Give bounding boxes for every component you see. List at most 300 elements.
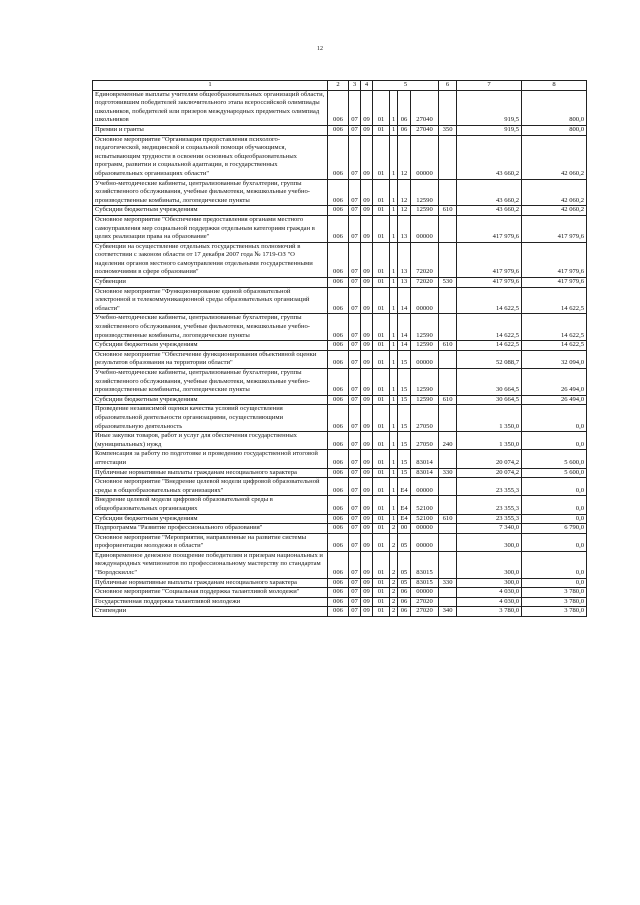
grbs-code: 006	[328, 90, 349, 125]
amount-col-7: 300,0	[457, 533, 522, 551]
target-code-direction: 27040	[411, 90, 439, 125]
table-row	[93, 135, 587, 179]
amount-col-7: 300,0	[457, 578, 522, 588]
target-code-event: 15	[398, 405, 411, 432]
target-code-event: 15	[398, 350, 411, 368]
subsection-code: 09	[361, 278, 373, 288]
section-code: 07	[349, 135, 361, 179]
amount-col-8: 0,0	[522, 533, 587, 551]
subsection-code: 09	[361, 514, 373, 524]
expense-type-code	[439, 597, 457, 607]
amount-col-8: 32 094,0	[522, 350, 587, 368]
grbs-code: 006	[328, 179, 349, 206]
target-code-program: 01	[373, 533, 390, 551]
table-row	[93, 551, 587, 578]
target-code-subprogram: 2	[390, 578, 398, 588]
row-name: Учебно-методические кабинеты, централизованные бухгалтерии, группы хозяйственного обслуживания, учебные фильмотеки, межшкольные учебно-производственные комбинаты, логопедические пункты	[93, 179, 328, 206]
amount-col-8: 14 622,5	[522, 341, 587, 351]
expense-type-code	[439, 478, 457, 496]
grbs-code: 006	[328, 278, 349, 288]
row-name: Субвенции	[93, 278, 328, 288]
subsection-code: 09	[361, 405, 373, 432]
amount-col-7: 14 622,5	[457, 287, 522, 314]
header-cell: 1	[93, 81, 328, 91]
grbs-code: 006	[328, 432, 349, 450]
subsection-code: 09	[361, 524, 373, 534]
section-code: 07	[349, 206, 361, 216]
amount-col-8: 0,0	[522, 405, 587, 432]
expense-type-code	[439, 524, 457, 534]
target-code-subprogram: 1	[390, 287, 398, 314]
target-code-subprogram: 2	[390, 524, 398, 534]
amount-col-8: 14 622,5	[522, 287, 587, 314]
table-row	[93, 496, 587, 514]
row-name: Публичные нормативные выплаты гражданам несоциального характера	[93, 578, 328, 588]
grbs-code: 006	[328, 350, 349, 368]
target-code-event: 15	[398, 450, 411, 468]
target-code-event: E4	[398, 478, 411, 496]
row-name: Подпрограмма "Развитие профессионального образования"	[93, 524, 328, 534]
subsection-code: 09	[361, 496, 373, 514]
target-code-direction: 27050	[411, 405, 439, 432]
subsection-code: 09	[361, 350, 373, 368]
grbs-code: 006	[328, 341, 349, 351]
target-code-direction: 27040	[411, 125, 439, 135]
subsection-code: 09	[361, 588, 373, 598]
expense-type-code: 330	[439, 468, 457, 478]
amount-col-7: 919,5	[457, 125, 522, 135]
target-code-event: 06	[398, 607, 411, 617]
amount-col-8: 3 780,0	[522, 607, 587, 617]
target-code-direction: 00000	[411, 287, 439, 314]
grbs-code: 006	[328, 287, 349, 314]
subsection-code: 09	[361, 287, 373, 314]
target-code-subprogram: 2	[390, 551, 398, 578]
amount-col-8: 14 622,5	[522, 314, 587, 341]
row-name: Внедрение целевой модели цифровой образовательной среды в общеобразовательных организациях	[93, 496, 328, 514]
header-cell: 8	[522, 81, 587, 91]
table-row	[93, 206, 587, 216]
subsection-code: 09	[361, 551, 373, 578]
grbs-code: 006	[328, 551, 349, 578]
target-code-subprogram: 1	[390, 125, 398, 135]
target-code-event: 13	[398, 242, 411, 277]
target-code-subprogram: 1	[390, 450, 398, 468]
expense-type-code	[439, 135, 457, 179]
grbs-code: 006	[328, 478, 349, 496]
section-code: 07	[349, 314, 361, 341]
table-row	[93, 242, 587, 277]
subsection-code: 09	[361, 478, 373, 496]
grbs-code: 006	[328, 597, 349, 607]
section-code: 07	[349, 588, 361, 598]
table-row	[93, 607, 587, 617]
section-code: 07	[349, 395, 361, 405]
expense-type-code	[439, 179, 457, 206]
row-name: Государственная поддержка талантливой молодежи	[93, 597, 328, 607]
target-code-program: 01	[373, 588, 390, 598]
amount-col-8: 0,0	[522, 514, 587, 524]
row-name: Премии и гранты	[93, 125, 328, 135]
target-code-direction: 72020	[411, 242, 439, 277]
expense-type-code: 530	[439, 278, 457, 288]
target-code-program: 01	[373, 551, 390, 578]
target-code-event: 15	[398, 432, 411, 450]
subsection-code: 09	[361, 179, 373, 206]
amount-col-7: 43 660,2	[457, 179, 522, 206]
subsection-code: 09	[361, 578, 373, 588]
table-row	[93, 90, 587, 125]
table-row	[93, 578, 587, 588]
target-code-program: 01	[373, 135, 390, 179]
table-row	[93, 524, 587, 534]
expense-type-code	[439, 242, 457, 277]
target-code-program: 01	[373, 287, 390, 314]
row-name: Субсидии бюджетным учреждениям	[93, 206, 328, 216]
target-code-direction: 72020	[411, 278, 439, 288]
amount-col-7: 23 355,3	[457, 514, 522, 524]
table-row	[93, 341, 587, 351]
subsection-code: 09	[361, 395, 373, 405]
grbs-code: 006	[328, 135, 349, 179]
target-code-direction: 12590	[411, 395, 439, 405]
target-code-subprogram: 1	[390, 432, 398, 450]
target-code-subprogram: 1	[390, 369, 398, 396]
section-code: 07	[349, 350, 361, 368]
table-row	[93, 533, 587, 551]
row-name: Основное мероприятие "Обеспечение функционирования объективной оценки результатов образования на территории области"	[93, 350, 328, 368]
target-code-subprogram: 1	[390, 405, 398, 432]
target-code-subprogram: 1	[390, 468, 398, 478]
table-row	[93, 588, 587, 598]
target-code-subprogram: 1	[390, 90, 398, 125]
expense-type-code	[439, 588, 457, 598]
target-code-direction: 00000	[411, 135, 439, 179]
row-name: Иные закупки товаров, работ и услуг для обеспечения государственных (муниципальных) нужд	[93, 432, 328, 450]
target-code-direction: 12590	[411, 206, 439, 216]
row-name: Единовременные выплаты учителям общеобразовательных организаций области, подготовившим победителей заключительного этапа всероссийской олимпиады школьников, победителей или призеров международных предметных олимпиад школьников	[93, 90, 328, 125]
amount-col-8: 0,0	[522, 478, 587, 496]
amount-col-7: 23 355,3	[457, 478, 522, 496]
amount-col-7: 417 979,6	[457, 242, 522, 277]
table-row	[93, 468, 587, 478]
subsection-code: 09	[361, 314, 373, 341]
section-code: 07	[349, 551, 361, 578]
header-cell: 6	[439, 81, 457, 91]
amount-col-7: 43 660,2	[457, 206, 522, 216]
grbs-code: 006	[328, 215, 349, 242]
target-code-event: 06	[398, 90, 411, 125]
amount-col-7: 20 074,2	[457, 468, 522, 478]
target-code-program: 01	[373, 206, 390, 216]
table-row	[93, 314, 587, 341]
grbs-code: 006	[328, 395, 349, 405]
grbs-code: 006	[328, 369, 349, 396]
section-code: 07	[349, 369, 361, 396]
target-code-event: 15	[398, 369, 411, 396]
target-code-subprogram: 1	[390, 514, 398, 524]
budget-table	[92, 80, 587, 617]
section-code: 07	[349, 125, 361, 135]
target-code-subprogram: 1	[390, 206, 398, 216]
header-row	[93, 81, 587, 91]
amount-col-8: 42 060,2	[522, 135, 587, 179]
grbs-code: 006	[328, 206, 349, 216]
target-code-program: 01	[373, 578, 390, 588]
section-code: 07	[349, 341, 361, 351]
target-code-program: 01	[373, 125, 390, 135]
amount-col-7: 417 979,6	[457, 215, 522, 242]
target-code-program: 01	[373, 314, 390, 341]
grbs-code: 006	[328, 524, 349, 534]
target-code-direction: 00000	[411, 524, 439, 534]
target-code-event: 06	[398, 588, 411, 598]
target-code-program: 01	[373, 514, 390, 524]
expense-type-code	[439, 533, 457, 551]
table-row	[93, 478, 587, 496]
target-code-event: 05	[398, 533, 411, 551]
amount-col-8: 417 979,6	[522, 278, 587, 288]
target-code-subprogram: 1	[390, 496, 398, 514]
target-code-subprogram: 1	[390, 350, 398, 368]
section-code: 07	[349, 597, 361, 607]
target-code-event: 00	[398, 524, 411, 534]
subsection-code: 09	[361, 369, 373, 396]
section-code: 07	[349, 468, 361, 478]
amount-col-8: 3 780,0	[522, 597, 587, 607]
row-name: Проведение независимой оценки качества условий осуществления образовательной деятельности организациями, осуществляющими образовательную деятельность	[93, 405, 328, 432]
expense-type-code: 610	[439, 341, 457, 351]
table-row	[93, 405, 587, 432]
amount-col-7: 23 355,3	[457, 496, 522, 514]
row-name: Основное мероприятие "Внедрение целевой модели цифровой образовательной среды в общеобразовательных организациях"	[93, 478, 328, 496]
target-code-event: 14	[398, 314, 411, 341]
target-code-subprogram: 1	[390, 341, 398, 351]
row-name: Стипендии	[93, 607, 328, 617]
amount-col-8: 0,0	[522, 496, 587, 514]
amount-col-7: 4 030,0	[457, 597, 522, 607]
target-code-event: 14	[398, 341, 411, 351]
table-row	[93, 597, 587, 607]
target-code-direction: 52100	[411, 514, 439, 524]
amount-col-8: 417 979,6	[522, 242, 587, 277]
amount-col-8: 800,0	[522, 90, 587, 125]
target-code-program: 01	[373, 524, 390, 534]
section-code: 07	[349, 607, 361, 617]
target-code-event: 06	[398, 597, 411, 607]
target-code-program: 01	[373, 395, 390, 405]
target-code-program: 01	[373, 341, 390, 351]
section-code: 07	[349, 478, 361, 496]
section-code: 07	[349, 524, 361, 534]
subsection-code: 09	[361, 242, 373, 277]
header-cell: 4	[361, 81, 373, 91]
expense-type-code: 240	[439, 432, 457, 450]
target-code-direction: 27020	[411, 607, 439, 617]
amount-col-7: 3 780,0	[457, 607, 522, 617]
expense-type-code	[439, 215, 457, 242]
amount-col-8: 0,0	[522, 551, 587, 578]
expense-type-code	[439, 496, 457, 514]
target-code-direction: 00000	[411, 533, 439, 551]
target-code-program: 01	[373, 242, 390, 277]
amount-col-8: 26 494,0	[522, 395, 587, 405]
subsection-code: 09	[361, 468, 373, 478]
target-code-program: 01	[373, 450, 390, 468]
target-code-event: 13	[398, 215, 411, 242]
grbs-code: 006	[328, 125, 349, 135]
target-code-program: 01	[373, 607, 390, 617]
subsection-code: 09	[361, 206, 373, 216]
section-code: 07	[349, 450, 361, 468]
subsection-code: 09	[361, 215, 373, 242]
target-code-event: 12	[398, 179, 411, 206]
row-name: Основное мероприятие "Организация предоставления психолого-педагогической, медицинской и социальной помощи обучающимся, испытывающим трудности в освоении основных общеобразовательных программ, развитии и социальной адаптации, в государственных образовательных организациях области"	[93, 135, 328, 179]
table-row	[93, 514, 587, 524]
amount-col-7: 7 340,0	[457, 524, 522, 534]
row-name: Учебно-методические кабинеты, централизованные бухгалтерии, группы хозяйственного обслуживания, учебные фильмотеки, межшкольные учебно-производственные комбинаты, логопедические пункты	[93, 369, 328, 396]
target-code-program: 01	[373, 478, 390, 496]
amount-col-8: 417 979,6	[522, 215, 587, 242]
subsection-code: 09	[361, 597, 373, 607]
table-row	[93, 395, 587, 405]
row-name: Основное мероприятие "Обеспечение предоставления органами местного самоуправления мер социальной поддержки отдельным категориям граждан в целях реализации права на образование"	[93, 215, 328, 242]
amount-col-8: 42 060,2	[522, 206, 587, 216]
target-code-program: 01	[373, 369, 390, 396]
subsection-code: 09	[361, 90, 373, 125]
amount-col-8: 5 600,0	[522, 468, 587, 478]
target-code-program: 01	[373, 597, 390, 607]
amount-col-8: 5 600,0	[522, 450, 587, 468]
target-code-program: 01	[373, 432, 390, 450]
section-code: 07	[349, 405, 361, 432]
target-code-subprogram: 1	[390, 478, 398, 496]
target-code-subprogram: 1	[390, 395, 398, 405]
table-row	[93, 350, 587, 368]
grbs-code: 006	[328, 450, 349, 468]
amount-col-7: 30 664,5	[457, 395, 522, 405]
amount-col-8: 800,0	[522, 125, 587, 135]
amount-col-7: 4 030,0	[457, 588, 522, 598]
target-code-program: 01	[373, 496, 390, 514]
target-code-event: E4	[398, 514, 411, 524]
target-code-event: 15	[398, 468, 411, 478]
amount-col-7: 14 622,5	[457, 341, 522, 351]
subsection-code: 09	[361, 450, 373, 468]
table-row	[93, 179, 587, 206]
expense-type-code	[439, 314, 457, 341]
target-code-subprogram: 1	[390, 314, 398, 341]
target-code-program: 01	[373, 278, 390, 288]
row-name: Субсидии бюджетным учреждениям	[93, 395, 328, 405]
subsection-code: 09	[361, 533, 373, 551]
row-name: Основное мероприятие "Функционирование единой образовательной электронной и телекоммуникационной среды образовательных организаций области"	[93, 287, 328, 314]
expense-type-code: 340	[439, 607, 457, 617]
grbs-code: 006	[328, 578, 349, 588]
amount-col-7: 417 979,6	[457, 278, 522, 288]
subsection-code: 09	[361, 607, 373, 617]
grbs-code: 006	[328, 588, 349, 598]
section-code: 07	[349, 578, 361, 588]
target-code-program: 01	[373, 90, 390, 125]
page-number: 12	[317, 46, 323, 52]
table-row	[93, 125, 587, 135]
expense-type-code	[439, 287, 457, 314]
expense-type-code: 610	[439, 206, 457, 216]
table-row	[93, 287, 587, 314]
target-code-subprogram: 1	[390, 179, 398, 206]
header-cell: 3	[349, 81, 361, 91]
row-name: Субвенции на осуществление отдельных государственных полномочий в соответствии с законом области от 17 декабря 2007 года № 1719-ОЗ "О наделении органов местного самоуправления отдельными государственными полномочиями в сфере образования"	[93, 242, 328, 277]
target-code-direction: 27050	[411, 432, 439, 450]
amount-col-7: 919,5	[457, 90, 522, 125]
section-code: 07	[349, 432, 361, 450]
section-code: 07	[349, 278, 361, 288]
row-name: Компенсация за работу по подготовке и проведению государственной итоговой аттестации	[93, 450, 328, 468]
header-cell: 2	[328, 81, 349, 91]
expense-type-code: 330	[439, 578, 457, 588]
target-code-program: 01	[373, 350, 390, 368]
grbs-code: 006	[328, 242, 349, 277]
expense-type-code: 610	[439, 514, 457, 524]
expense-type-code	[439, 350, 457, 368]
target-code-direction: 00000	[411, 478, 439, 496]
subsection-code: 09	[361, 341, 373, 351]
section-code: 07	[349, 496, 361, 514]
grbs-code: 006	[328, 607, 349, 617]
target-code-program: 01	[373, 215, 390, 242]
subsection-code: 09	[361, 135, 373, 179]
subsection-code: 09	[361, 432, 373, 450]
target-code-subprogram: 1	[390, 278, 398, 288]
section-code: 07	[349, 514, 361, 524]
table-row	[93, 450, 587, 468]
expense-type-code	[439, 551, 457, 578]
target-code-subprogram: 2	[390, 588, 398, 598]
target-code-event: 12	[398, 135, 411, 179]
row-name: Основное мероприятие "Мероприятия, направленные на развитие системы профориентации молодежи в области"	[93, 533, 328, 551]
target-code-event: 05	[398, 578, 411, 588]
row-name: Субсидии бюджетным учреждениям	[93, 341, 328, 351]
grbs-code: 006	[328, 314, 349, 341]
target-code-event: 05	[398, 551, 411, 578]
target-code-direction: 83015	[411, 551, 439, 578]
header-cell: 7	[457, 81, 522, 91]
target-code-event: 12	[398, 206, 411, 216]
target-code-program: 01	[373, 405, 390, 432]
section-code: 07	[349, 90, 361, 125]
expense-type-code	[439, 450, 457, 468]
target-code-program: 01	[373, 468, 390, 478]
amount-col-7: 1 350,0	[457, 432, 522, 450]
amount-col-7: 52 088,7	[457, 350, 522, 368]
expense-type-code	[439, 90, 457, 125]
target-code-subprogram: 2	[390, 597, 398, 607]
expense-type-code: 610	[439, 395, 457, 405]
table-row	[93, 278, 587, 288]
target-code-subprogram: 1	[390, 242, 398, 277]
amount-col-8: 42 060,2	[522, 179, 587, 206]
grbs-code: 006	[328, 514, 349, 524]
target-code-direction: 12590	[411, 369, 439, 396]
table-row	[93, 432, 587, 450]
section-code: 07	[349, 242, 361, 277]
amount-col-8: 6 790,0	[522, 524, 587, 534]
row-name: Субсидии бюджетным учреждениям	[93, 514, 328, 524]
target-code-event: 15	[398, 395, 411, 405]
amount-col-8: 0,0	[522, 432, 587, 450]
target-code-event: 06	[398, 125, 411, 135]
